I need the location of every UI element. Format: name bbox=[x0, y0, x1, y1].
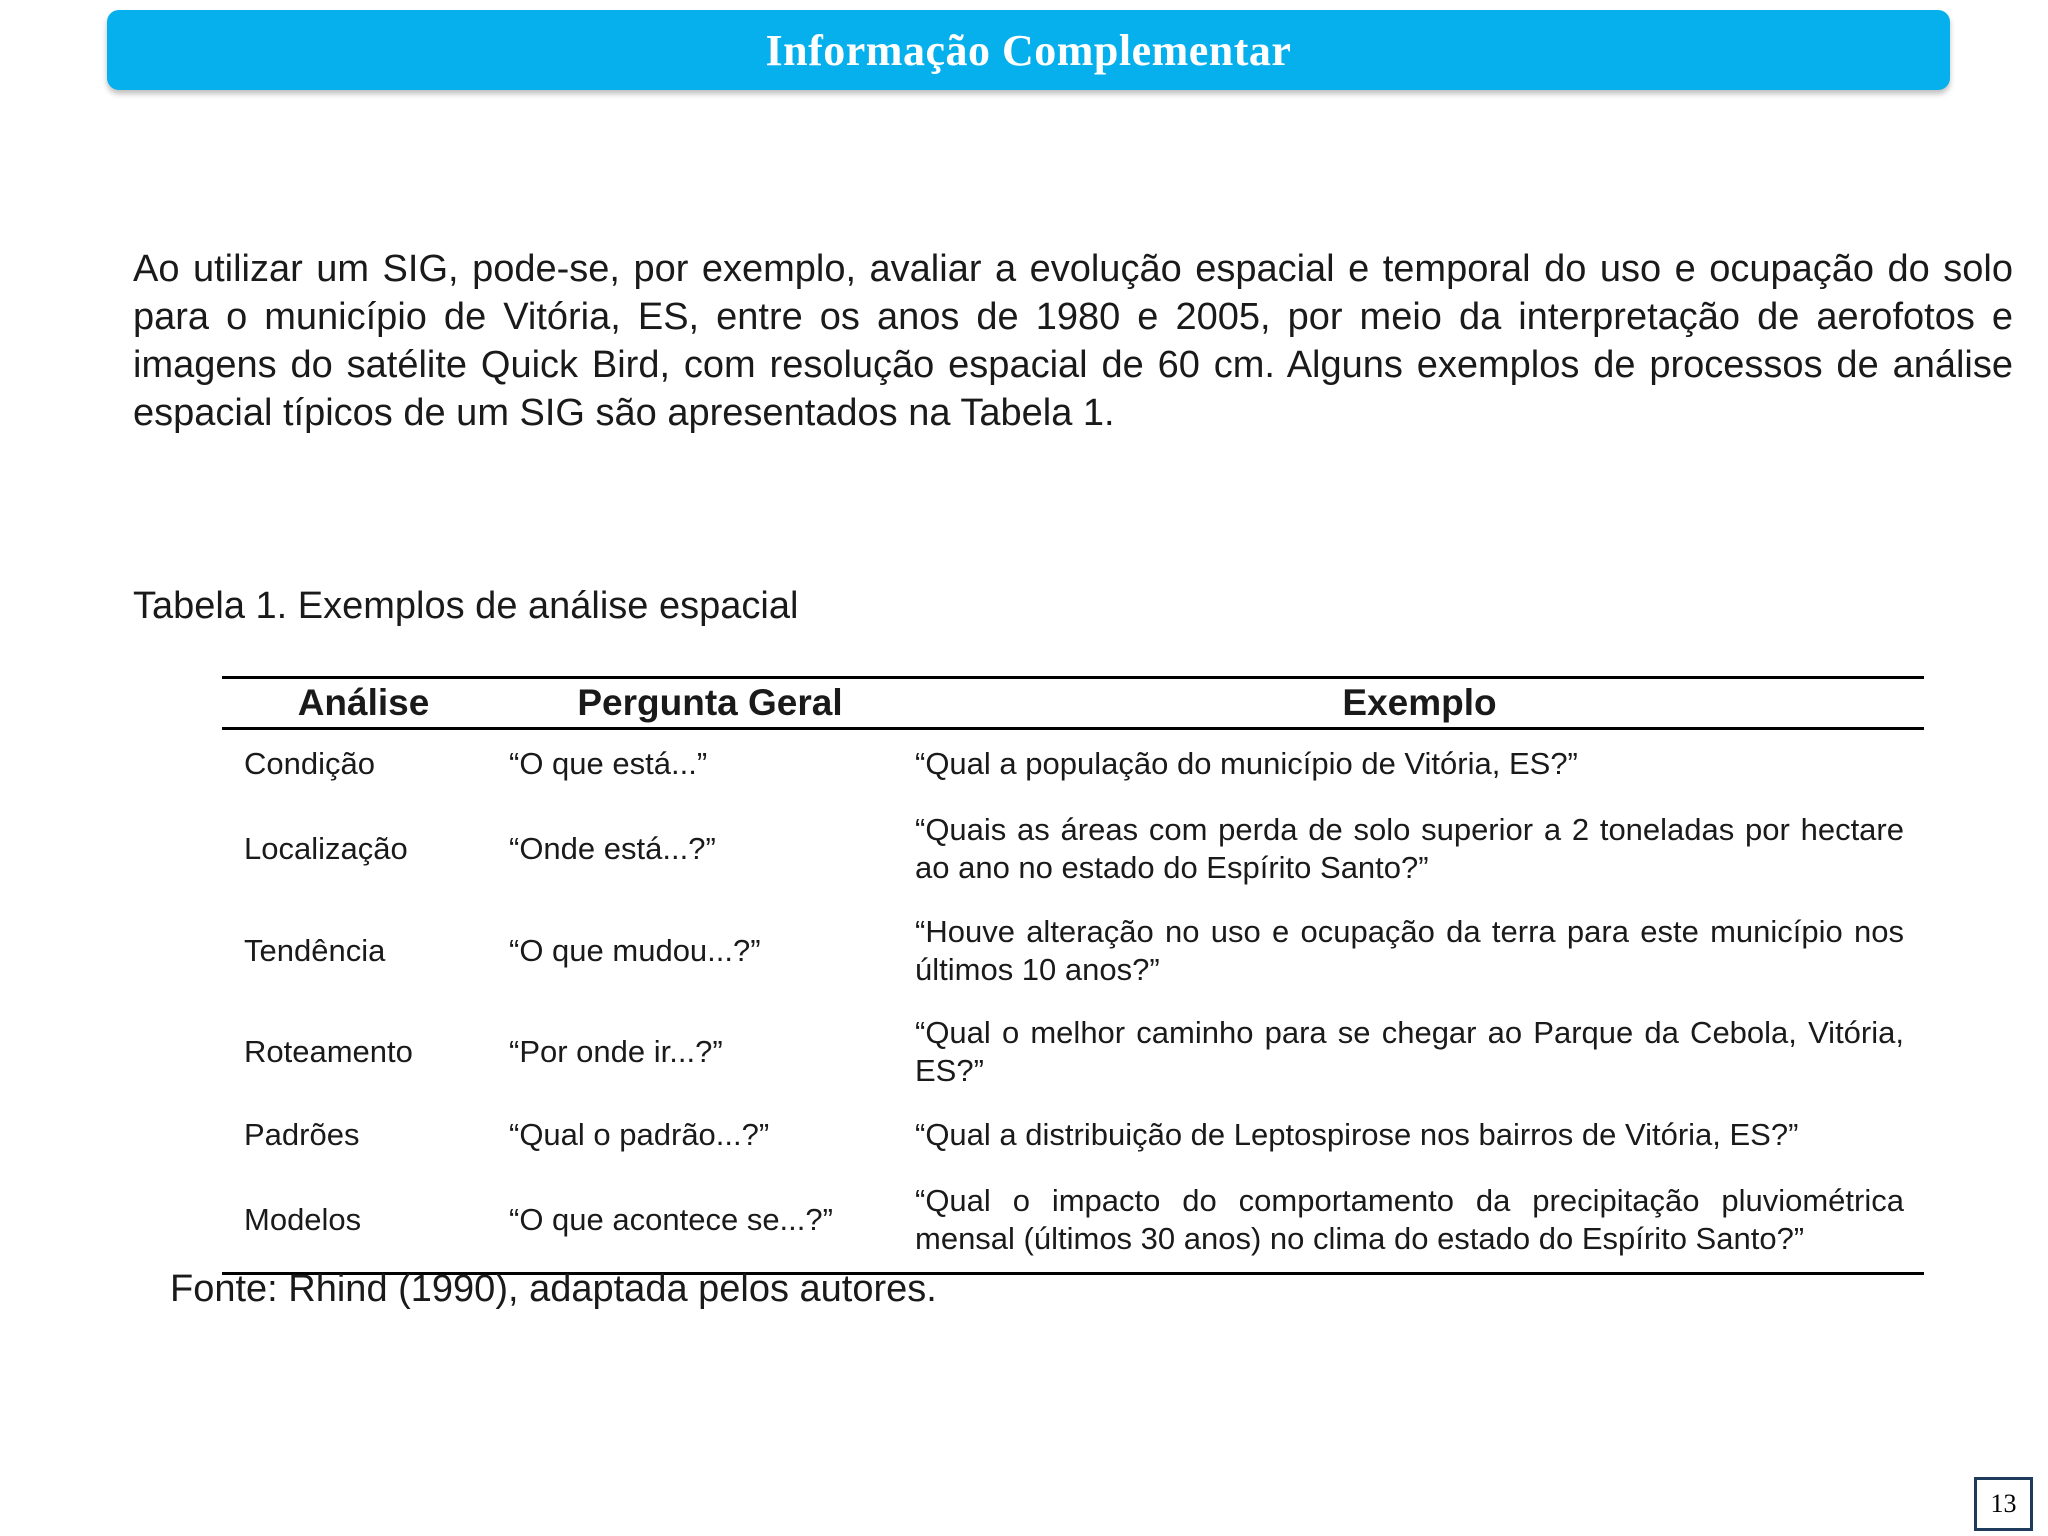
table-row bbox=[222, 798, 1924, 900]
cell-exemplo: “Qual o impacto do comportamento da precipitação pluviométrica mensal (últimos 30 anos) no clima do estado do Espírito Santo?” bbox=[915, 1168, 1924, 1274]
table-row bbox=[222, 1102, 1924, 1168]
header-analise: Análise bbox=[222, 678, 505, 729]
cell-exemplo: “Quais as áreas com perda de solo superior a 2 toneladas por hectare ao ano no estado do Espírito Santo?” bbox=[915, 812, 1904, 885]
cell-pergunta: “O que está...” bbox=[509, 746, 708, 781]
analysis-table bbox=[222, 676, 1924, 1275]
cell-analise: Roteamento bbox=[244, 1034, 413, 1069]
cell-analise: Localização bbox=[244, 831, 408, 866]
cell-analise: Tendência bbox=[244, 933, 386, 968]
table-header-row bbox=[222, 678, 1924, 729]
cell-pergunta: “Onde está...?” bbox=[509, 831, 716, 866]
cell-pergunta: “Qual o padrão...?” bbox=[509, 1117, 770, 1152]
cell-exemplo: “Houve alteração no uso e ocupação da terra para este município nos últimos 10 anos?” bbox=[915, 914, 1904, 987]
cell-analise: Padrões bbox=[244, 1117, 360, 1152]
cell-exemplo: “Qual a população do município de Vitória, ES?” bbox=[915, 746, 1578, 781]
header-banner bbox=[107, 10, 1950, 90]
cell-exemplo: “Qual a distribuição de Leptospirose nos bairros de Vitória, ES?” bbox=[915, 1117, 1799, 1152]
table-row bbox=[222, 1002, 1924, 1102]
cell-pergunta: “O que mudou...?” bbox=[509, 933, 761, 968]
table-row bbox=[222, 1168, 1924, 1274]
table-caption: Tabela 1. Exemplos de análise espacial bbox=[133, 585, 799, 627]
table-row bbox=[222, 900, 1924, 1002]
page-title: Informação Complementar bbox=[765, 25, 1292, 75]
analysis-table-container bbox=[222, 676, 1924, 1275]
intro-paragraph: Ao utilizar um SIG, pode-se, por exemplo, avaliar a evolução espacial e temporal do uso e ocupação do solo para o município de Vitória, ES, entre os anos de 1980 e 2005, por meio da interpretação de aerofotos e imagens do satélite Quick Bird, com resolução espacial de 60 cm. Alguns exemplos de processos de análise espacial típicos de um SIG são apresentados na Tabela 1. bbox=[133, 248, 2013, 434]
header-exemplo: Exemplo bbox=[915, 678, 1924, 729]
cell-pergunta: “O que acontece se...?” bbox=[505, 1168, 915, 1274]
page-number: 13 bbox=[1974, 1477, 2033, 1531]
cell-analise: Modelos bbox=[222, 1168, 505, 1274]
cell-exemplo: “Qual o melhor caminho para se chegar ao Parque da Cebola, Vitória, ES?” bbox=[915, 1015, 1904, 1088]
header-pergunta-geral: Pergunta Geral bbox=[505, 678, 915, 729]
table-source: Fonte: Rhind (1990), adaptada pelos autores. bbox=[170, 1268, 937, 1310]
cell-analise: Condição bbox=[244, 746, 375, 781]
table-row bbox=[222, 729, 1924, 799]
cell-pergunta: “Por onde ir...?” bbox=[509, 1034, 723, 1069]
